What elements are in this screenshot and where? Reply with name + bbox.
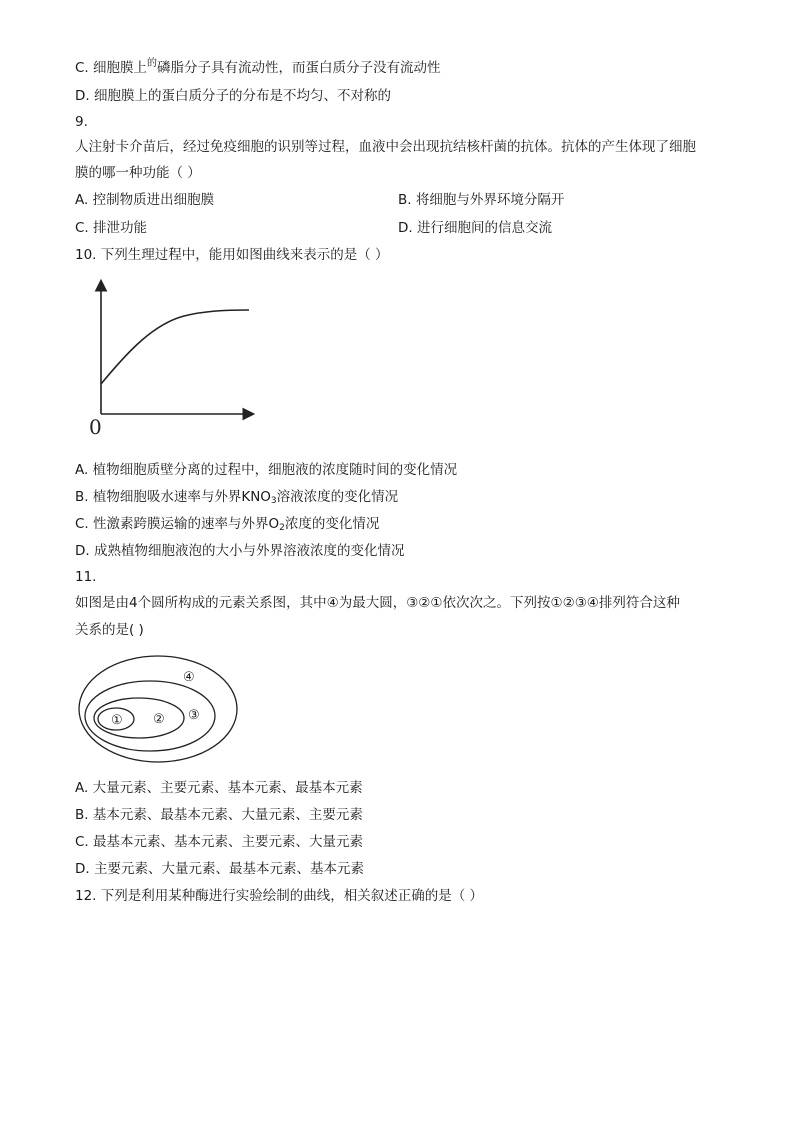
q11-element-circles-diagram [74,652,242,768]
q9-number: 9. [75,114,88,130]
q11-option-d: D. 主要元素、大量元素、最基本元素、基本元素 [75,861,364,877]
q8-option-c-sup: 的 [147,58,158,69]
q11-number: 11. [75,569,97,585]
q9-option-a: A. 控制物质进出细胞膜 [75,192,215,208]
q10-option-c-text-1: C. 性激素跨膜运输的速率与外界O [75,516,280,532]
q10-option-b-text-1: B. 植物细胞吸水速率与外界KNO [75,489,271,505]
q8-option-c-text-1: C. 细胞膜上 [75,60,148,76]
q10-option-a: A. 植物细胞质壁分离的过程中，细胞液的浓度随时间的变化情况 [75,462,458,478]
q11-option-c: C. 最基本元素、基本元素、主要元素、大量元素 [75,834,364,850]
q10-option-b [75,487,398,507]
label-2: ② [153,712,165,727]
q10-option-c-text-2: 浓度的变化情况 [284,516,380,532]
q9-option-c: C. 排泄功能 [75,220,148,236]
saturation-curve [101,310,249,384]
q11-option-b: B. 基本元素、最基本元素、大量元素、主要元素 [75,807,363,823]
graph-origin-label: 0 [89,415,102,439]
q8-option-c-text-2: 磷脂分子具有流动性，而蛋白质分子没有流动性 [157,60,441,76]
q9-option-d: D. 进行细胞间的信息交流 [398,220,552,236]
q10-option-c-sub: 2 [279,523,285,533]
q10-curve-graph [84,272,264,442]
q8-option-c [75,58,441,80]
q11-stem-line2: 关系的是( ) [75,622,144,638]
q10-option-b-sub: 3 [270,496,277,506]
q10-option-b-text-2: 溶液浓度的变化情况 [276,489,399,505]
q10-stem: 10. 下列生理过程中，能用如图曲线来表示的是（ ） [75,247,389,263]
q8-option-d: D. 细胞膜上的蛋白质分子的分布是不均匀、不对称的 [75,88,391,104]
q9-stem-line1: 人注射卡介苗后，经过免疫细胞的识别等过程，血液中会出现抗结核杆菌的抗体。抗体的产生体现了细胞 [75,139,696,155]
q10-option-c [75,514,379,534]
label-1: ① [111,713,123,728]
circle-2 [94,698,184,738]
q11-option-a: A. 大量元素、主要元素、基本元素、最基本元素 [75,780,363,796]
q9-option-b: B. 将细胞与外界环境分隔开 [398,192,565,208]
q9-stem-line2: 膜的哪一种功能（ ） [75,165,201,181]
q12-stem: 12. 下列是利用某种酶进行实验绘制的曲线，相关叙述正确的是（ ） [75,888,484,904]
q10-option-d: D. 成熟植物细胞液泡的大小与外界溶液浓度的变化情况 [75,543,405,559]
label-3: ③ [188,708,200,723]
label-4: ④ [183,670,195,685]
q11-stem-line1: 如图是由4个圆所构成的元素关系图，其中④为最大圆，③②①依次次之。下列按①②③④排列符合这种 [75,595,680,611]
